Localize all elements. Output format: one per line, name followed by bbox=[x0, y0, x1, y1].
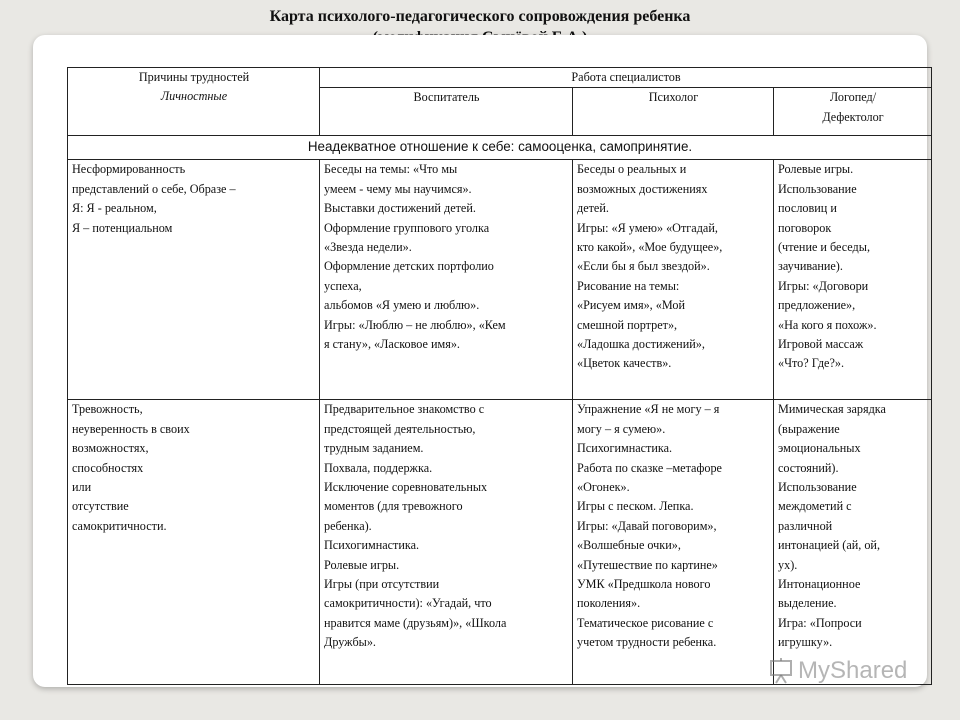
cell-text-line: предложение», bbox=[778, 298, 856, 313]
cell-text-line: Игры: «Я умею» «Отгадай, bbox=[577, 220, 718, 235]
cell-text-line: предстоящей деятельностью, bbox=[324, 421, 476, 436]
cell-text-line: Интонационное bbox=[778, 577, 861, 592]
cell-text-line: Ролевые игры. bbox=[778, 162, 854, 177]
cell-text-line: Психогимнастика. bbox=[577, 441, 673, 456]
header-causes-subtitle: Личностные bbox=[160, 89, 228, 104]
cell-text-line: «Звезда недели». bbox=[324, 240, 412, 255]
cell-text-line: Я: Я - реальном, bbox=[72, 201, 157, 216]
cell-text-line: учетом трудности ребенка. bbox=[577, 635, 717, 650]
cell-text-line: Оформление детских портфолио bbox=[324, 259, 494, 274]
title-line-1: Карта психолого-педагогического сопровождения ребенка bbox=[269, 8, 691, 25]
cell-text-line: Игровой массаж bbox=[778, 337, 864, 352]
cell-text-line: Использование bbox=[778, 181, 857, 196]
cell-text-line: детей. bbox=[577, 201, 609, 216]
cell-text-line: самокритичности): «Угадай, что bbox=[324, 596, 492, 611]
table-row bbox=[68, 400, 932, 685]
header-educator: Воспитатель bbox=[320, 88, 573, 136]
cell-text-line: заучивание). bbox=[778, 259, 843, 274]
cell-text-line: Упражнение «Я не могу – я bbox=[577, 402, 720, 417]
cell-text-line: ребенка). bbox=[324, 518, 372, 533]
cell-text-line: нравится маме (друзьям)», «Школа bbox=[324, 615, 507, 630]
cell-text-line: могу – я сумею». bbox=[577, 421, 666, 436]
cell-text-line: Мимическая зарядка bbox=[778, 402, 886, 417]
cell-text-line: Использование bbox=[778, 480, 857, 495]
presentation-logo-icon bbox=[768, 658, 794, 684]
watermark-text: MyShared bbox=[798, 657, 908, 684]
cell-text-line: УМК «Предшкола нового bbox=[577, 577, 711, 592]
cell-text-line: «Ладошка достижений», bbox=[577, 337, 705, 352]
cell-text-line: способностях bbox=[72, 460, 144, 475]
cell-text-line: неуверенность в своих bbox=[72, 421, 190, 436]
cell-text-line: кто какой», «Мое будущее», bbox=[577, 240, 723, 255]
header-causes: Причины трудностей Личностные bbox=[68, 68, 320, 136]
cell-text-line: альбомов «Я умею и люблю». bbox=[324, 298, 480, 313]
cell-text-line: отсутствие bbox=[72, 499, 129, 514]
cell-text-line: «Волшебные очки», bbox=[577, 538, 681, 553]
cell-text-line: я стану», «Ласковое имя». bbox=[324, 337, 460, 352]
cell-text-line: Игры: «Договори bbox=[778, 278, 869, 293]
cell-text-line: состояний). bbox=[778, 460, 839, 475]
cell-text-line: возможностях, bbox=[72, 441, 149, 456]
cell-text-line: (чтение и беседы, bbox=[778, 240, 870, 255]
cell-text-line: возможных достижениях bbox=[577, 181, 708, 196]
cell-text-line: «Путешествие по картине» bbox=[577, 557, 718, 572]
psychologist-cell bbox=[573, 400, 774, 685]
cell-text-line: поговорок bbox=[778, 220, 832, 235]
cell-text-line: «Что? Где?». bbox=[778, 356, 845, 371]
cell-text-line: эмоциональных bbox=[778, 441, 861, 456]
cell-text-line: Психогимнастика. bbox=[324, 538, 420, 553]
cell-text-line: или bbox=[72, 480, 92, 495]
cell-text-line: интонацией (ай, ой, bbox=[778, 538, 881, 553]
cell-text-line: Тематическое рисование с bbox=[577, 615, 714, 630]
cell-text-line: успеха, bbox=[324, 278, 362, 293]
cause-cell bbox=[68, 400, 320, 685]
cell-text-line: игрушку». bbox=[778, 635, 833, 650]
cell-text-line: Исключение соревновательных bbox=[324, 480, 488, 495]
cell-text-line: поколения». bbox=[577, 596, 641, 611]
cause-cell bbox=[68, 160, 320, 400]
cell-text-line: Выставки достижений детей. bbox=[324, 201, 476, 216]
cell-text-line: Несформированность bbox=[72, 162, 186, 177]
cell-text-line: различной bbox=[778, 518, 833, 533]
cell-text-line: Беседы о реальных и bbox=[577, 162, 687, 177]
cell-text-line: Тревожность, bbox=[72, 402, 143, 417]
cell-text-line: Игра: «Попроси bbox=[778, 615, 862, 630]
cell-text-line: Игры с песком. Лепка. bbox=[577, 499, 694, 514]
cell-text-line: самокритичности. bbox=[72, 518, 167, 533]
cell-text-line: Я – потенциальном bbox=[72, 220, 173, 235]
cell-text-line: смешной портрет», bbox=[577, 317, 678, 332]
cell-text-line: «Огонек». bbox=[577, 480, 630, 495]
support-map-table bbox=[67, 67, 932, 685]
header-psychologist: Психолог bbox=[573, 88, 774, 136]
cell-text-line: Игры (при отсутствии bbox=[324, 577, 440, 592]
section-heading: Неадекватное отношение к себе: самооценка, самопринятие. bbox=[68, 136, 932, 160]
cell-text-line: представлений о себе, Образе – bbox=[72, 181, 236, 196]
cell-text-line: междометий с bbox=[778, 499, 852, 514]
cell-text-line: Игры: «Люблю – не люблю», «Кем bbox=[324, 317, 506, 332]
cell-text-line: (выражение bbox=[778, 421, 840, 436]
cell-text-line: Похвала, поддержка. bbox=[324, 460, 433, 475]
psychologist-cell bbox=[573, 160, 774, 400]
cell-text-line: «Цветок качеств». bbox=[577, 356, 672, 371]
educator-cell bbox=[320, 400, 573, 685]
cell-text-line: Беседы на темы: «Что мы bbox=[324, 162, 458, 177]
cell-text-line: ух). bbox=[778, 557, 798, 572]
watermark bbox=[768, 656, 907, 686]
speech-therapist-cell bbox=[774, 160, 932, 400]
cell-text-line: Игры: «Давай поговорим», bbox=[577, 518, 717, 533]
cell-text-line: Рисование на темы: bbox=[577, 278, 680, 293]
cell-text-line: Ролевые игры. bbox=[324, 557, 400, 572]
cell-text-line: «Если бы я был звездой». bbox=[577, 259, 710, 274]
speech-therapist-cell bbox=[774, 400, 932, 685]
cell-text-line: Дружбы». bbox=[324, 635, 376, 650]
cell-text-line: выделение. bbox=[778, 596, 837, 611]
header-specialists: Работа специалистов bbox=[320, 68, 932, 88]
cell-text-line: «На кого я похож». bbox=[778, 317, 877, 332]
educator-cell bbox=[320, 160, 573, 400]
cell-text-line: Предварительное знакомство с bbox=[324, 402, 485, 417]
header-speech-therapist: Логопед/ Дефектолог bbox=[774, 88, 932, 136]
cell-text-line: умеем - чему мы научимся». bbox=[324, 181, 472, 196]
cell-text-line: Оформление группового уголка bbox=[324, 220, 490, 235]
cell-text-line: Работа по сказке –метафоре bbox=[577, 460, 722, 475]
cell-text-line: пословиц и bbox=[778, 201, 837, 216]
table-row bbox=[68, 160, 932, 400]
cell-text-line: «Рисуем имя», «Мой bbox=[577, 298, 686, 313]
cell-text-line: моментов (для тревожного bbox=[324, 499, 463, 514]
cell-text-line: трудным заданием. bbox=[324, 441, 424, 456]
